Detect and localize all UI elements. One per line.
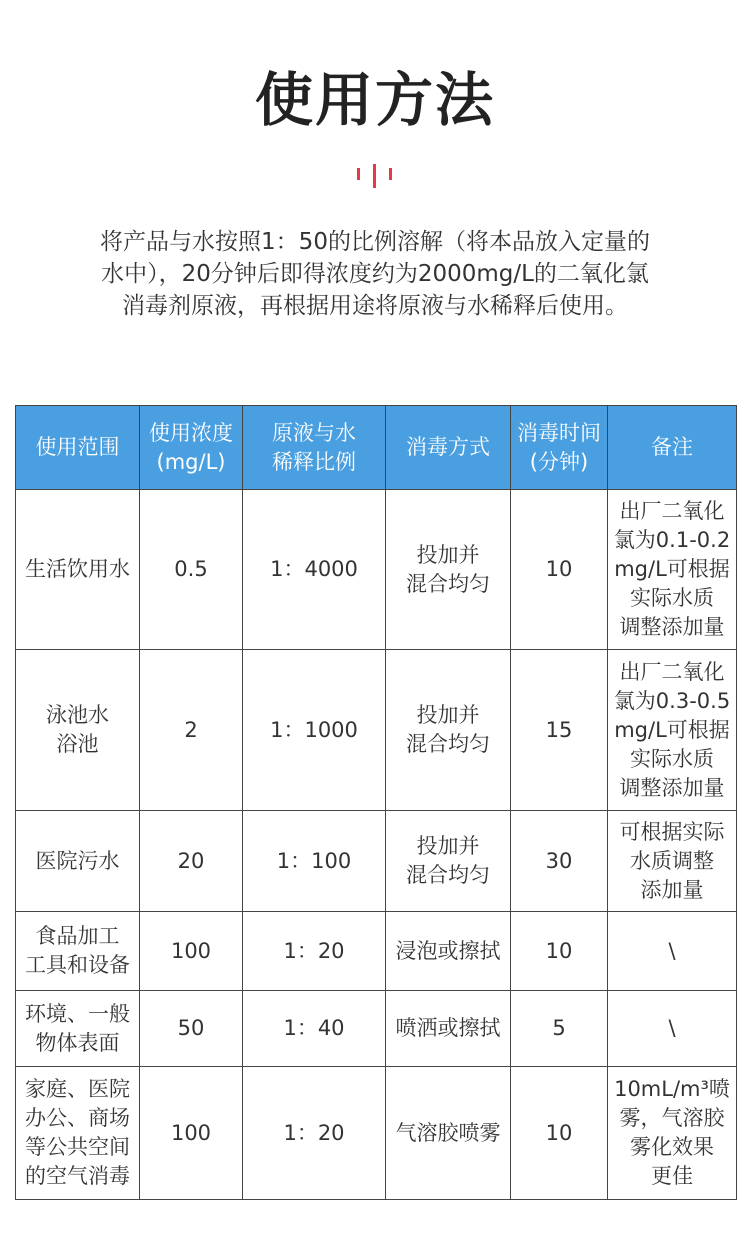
cell-scope-text: 物体表面	[35, 1030, 120, 1055]
cell-scope-text: 环境、一般	[25, 1001, 130, 1026]
cell-scope	[16, 490, 140, 650]
decorative-divider	[355, 164, 395, 188]
cell-scope-text: 泳池水	[46, 703, 109, 727]
cell-time: 5	[511, 991, 608, 1067]
cell-note-text: mg/L可根据	[614, 717, 730, 742]
header-time	[511, 406, 608, 490]
cell-time: 10	[511, 1067, 608, 1200]
header-text: (mg/L)	[156, 449, 226, 474]
header-ratio	[243, 406, 386, 490]
cell-method-text: 混合均匀	[406, 571, 490, 596]
intro-line: 水中），20分钟后即得浓度约为2000mg/L的二氧化氯	[101, 261, 649, 287]
cell-scope	[16, 991, 140, 1067]
usage-table	[15, 405, 737, 1200]
cell-time: 15	[511, 650, 608, 811]
cell-concentration: 50	[140, 991, 243, 1067]
cell-note	[608, 991, 737, 1067]
table-row	[16, 1067, 737, 1200]
table-row	[16, 490, 737, 650]
cell-time: 10	[511, 490, 608, 650]
cell-method	[386, 912, 511, 991]
table-header-row	[16, 406, 737, 490]
cell-scope-text: 食品加工	[35, 924, 120, 948]
header-concentration	[140, 406, 243, 490]
cell-note	[608, 650, 737, 811]
cell-note-text: \	[668, 1016, 676, 1040]
header-text: (分钟)	[529, 449, 589, 474]
cell-method	[386, 1067, 511, 1200]
cell-ratio: 1：20	[243, 912, 386, 991]
cell-note	[608, 490, 737, 650]
cell-ratio: 1：40	[243, 991, 386, 1067]
header-note	[608, 406, 737, 490]
cell-scope	[16, 912, 140, 991]
cell-note-text: 调整添加量	[619, 775, 725, 800]
cell-note-text: 实际水质	[630, 746, 714, 771]
cell-method-text: 浸泡或擦拭	[395, 938, 501, 963]
cell-scope-text: 浴池	[56, 732, 99, 756]
cell-concentration: 0.5	[140, 490, 243, 650]
table-row	[16, 650, 737, 811]
cell-scope-text: 办公、商场	[25, 1106, 130, 1130]
table-body	[16, 490, 737, 1200]
cell-concentration: 100	[140, 912, 243, 991]
cell-note-text: 雾，气溶胶	[619, 1106, 725, 1130]
cell-note-text: 氯为0.1-0.2	[613, 528, 731, 552]
intro-paragraph	[40, 226, 710, 322]
cell-scope-text: 医院污水	[35, 848, 120, 873]
cell-time: 30	[511, 811, 608, 912]
header-text: 消毒时间	[517, 420, 601, 445]
header-text: 原液与水	[272, 420, 356, 445]
cell-scope	[16, 811, 140, 912]
cell-ratio: 1：100	[243, 811, 386, 912]
cell-ratio: 1：4000	[243, 490, 386, 650]
table-row	[16, 912, 737, 991]
header-text: 使用范围	[35, 435, 120, 459]
cell-method-text: 气溶胶喷雾	[395, 1120, 501, 1145]
intro-line: 消毒剂原液，再根据用途将原液与水稀释后使用。	[122, 293, 628, 319]
page-title: 使用方法	[254, 66, 495, 134]
cell-scope-text: 等公共空间	[25, 1135, 130, 1159]
cell-ratio: 1：20	[243, 1067, 386, 1200]
header-scope	[16, 406, 140, 490]
cell-note-text: 实际水质	[630, 586, 714, 610]
header-method	[386, 406, 511, 490]
cell-note	[608, 1067, 737, 1200]
table-row	[16, 991, 737, 1067]
cell-scope-text: 生活饮用水	[25, 557, 130, 581]
cell-note-text: 更佳	[651, 1164, 693, 1188]
cell-note-text: 出厂二氧化	[619, 659, 725, 684]
cell-method-text: 混合均匀	[406, 863, 490, 887]
cell-method-text: 投加并	[416, 542, 480, 567]
cell-method-text: 喷洒或擦拭	[395, 1016, 501, 1040]
cell-note-text: 调整添加量	[619, 615, 725, 639]
cell-time: 10	[511, 912, 608, 991]
cell-note-text: 水质调整	[630, 848, 714, 873]
cell-method-text: 投加并	[416, 834, 480, 858]
cell-method	[386, 991, 511, 1067]
table-row	[16, 811, 737, 912]
header-text: 消毒方式	[406, 435, 490, 459]
cell-method	[386, 650, 511, 811]
cell-note-text: 氯为0.3-0.5	[613, 688, 731, 713]
cell-note-text: 10mL/m³喷	[614, 1077, 730, 1101]
intro-line: 将产品与水按照1：50的比例溶解（将本品放入定量的	[100, 229, 650, 255]
header-text: 使用浓度	[149, 420, 233, 445]
cell-note-text: mg/L可根据	[614, 557, 730, 581]
header-text: 备注	[651, 435, 693, 459]
cell-scope	[16, 1067, 140, 1200]
cell-scope-text: 的空气消毒	[25, 1164, 130, 1188]
cell-note	[608, 912, 737, 991]
cell-note-text: 雾化效果	[630, 1135, 714, 1159]
cell-note-text: 可根据实际	[619, 819, 725, 844]
cell-method	[386, 811, 511, 912]
cell-note-text: \	[668, 938, 676, 963]
cell-note	[608, 811, 737, 912]
cell-method	[386, 490, 511, 650]
cell-concentration: 100	[140, 1067, 243, 1200]
cell-concentration: 20	[140, 811, 243, 912]
cell-method-text: 投加并	[416, 703, 480, 727]
cell-note-text: 添加量	[640, 877, 704, 902]
cell-scope-text: 家庭、医院	[25, 1077, 130, 1101]
cell-scope	[16, 650, 140, 811]
cell-scope-text: 工具和设备	[25, 953, 130, 977]
header-text: 稀释比例	[272, 449, 356, 474]
cell-concentration: 2	[140, 650, 243, 811]
cell-method-text: 混合均匀	[406, 732, 490, 756]
cell-note-text: 出厂二氧化	[619, 499, 725, 523]
cell-ratio: 1：1000	[243, 650, 386, 811]
